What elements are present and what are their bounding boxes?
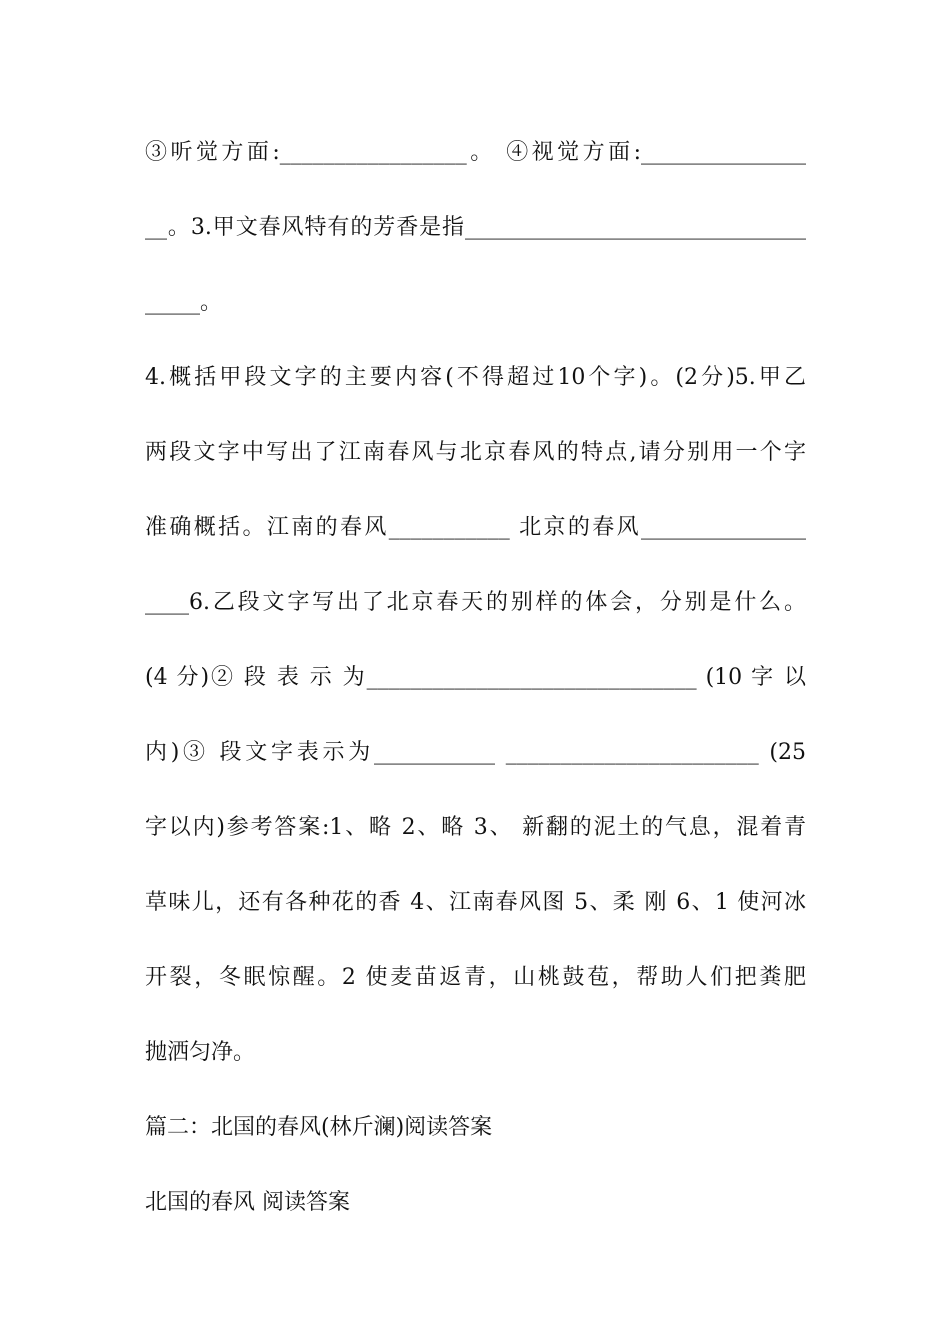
text-line-8: (4 分)② 段 表 示 为______________________________ (10 字 以 xyxy=(145,665,806,690)
text-line-7: ____6.乙段文字写出了北京春天的别样的体会，分别是什么。 xyxy=(145,590,806,615)
text-line-1: ③听觉方面:_________________。 ④视觉方面:_______________ xyxy=(145,140,806,165)
text-line-11: 草味儿，还有各种花的香 4、江南春风图 5、柔 刚 6、1 使河冰 xyxy=(145,890,806,915)
text-line-10: 字以内)参考答案:1、略 2、略 3、 新翻的泥土的气息，混着青 xyxy=(145,815,806,840)
text-line-3: _____。 xyxy=(145,290,223,315)
section-heading: 篇二：北国的春风(林斤澜)阅读答案 xyxy=(145,1115,493,1140)
text-line-12: 开裂，冬眠惊醒。2 使麦苗返青，山桃鼓苞，帮助人们把粪肥 xyxy=(145,965,806,990)
text-line-9: 内)③ 段文字表示为___________ _______________________ (25 xyxy=(145,740,806,765)
subheading: 北国的春风 阅读答案 xyxy=(145,1190,350,1215)
text-line-4: 4.概括甲段文字的主要内容(不得超过10个字)。(2分)5.甲乙 xyxy=(145,365,806,390)
text-line-5: 两段文字中写出了江南春风与北京春风的特点,请分别用一个字 xyxy=(145,440,806,465)
text-line-2: __。3.甲文春风特有的芳香是指_______________________________ xyxy=(145,215,806,240)
text-line-13: 抛洒匀净。 xyxy=(145,1040,256,1065)
text-line-6: 准确概括。江南的春风___________ 北京的春风_______________ xyxy=(145,515,806,540)
